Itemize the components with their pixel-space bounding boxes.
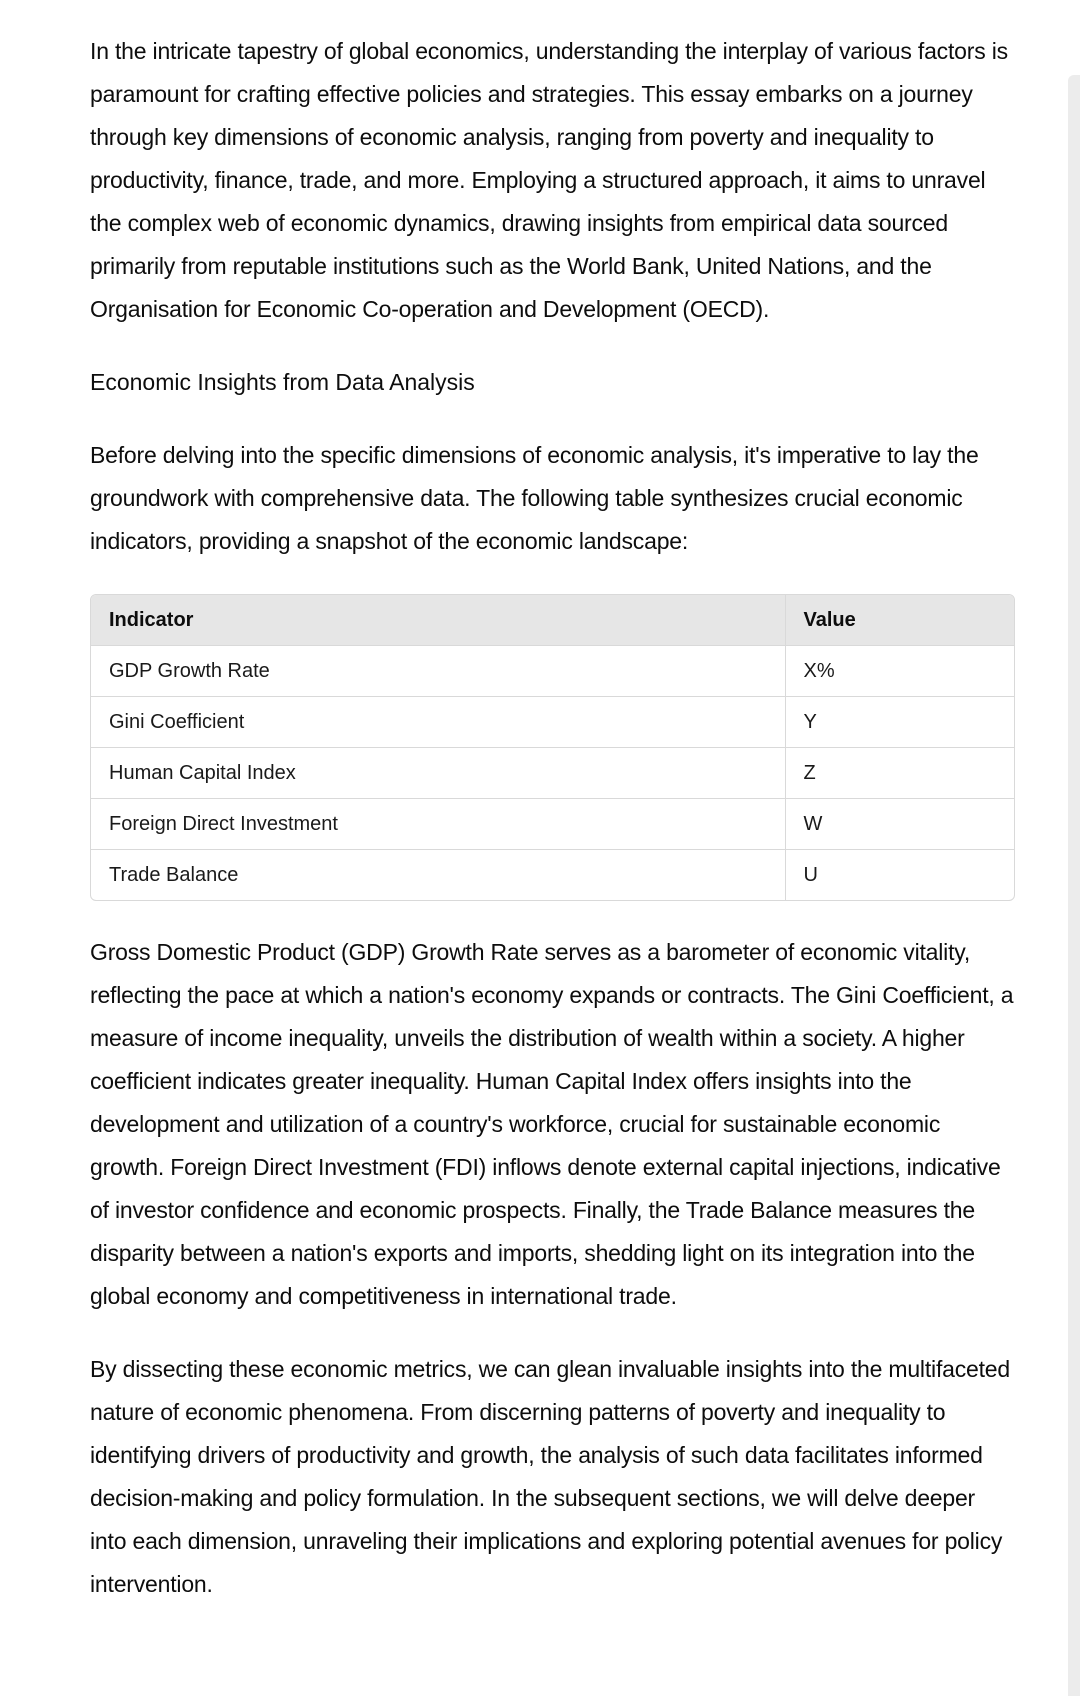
table-row [91,799,1014,850]
table-row [91,850,1014,901]
conclusion-paragraph: By dissecting these economic metrics, we can glean invaluable insights into the multifaceted nature of economic phenomena. From discerning patterns of poverty and inequality to identifying drivers of productivity and growth, the analysis of such data facilitates informed decision-making and policy formulation. In the subsequent sections, we will delve deeper into each dimension, unraveling their implications and exploring potential avenues for policy intervention. [90,1356,1010,1597]
header-indicator: Indicator [91,595,785,646]
table-row [91,697,1014,748]
table-intro-paragraph: Before delving into the specific dimensions of economic analysis, it's imperative to lay the groundwork with comprehensive data. The following table synthesizes crucial economic indicators, providing a snapshot of the economic landscape: [90,442,979,554]
section-heading: Economic Insights from Data Analysis [90,369,475,395]
cell-indicator: Gini Coefficient [91,697,785,748]
cell-value: Y [785,697,1014,748]
indicators-table [90,594,1015,901]
cell-indicator: Human Capital Index [91,748,785,799]
cell-value: Z [785,748,1014,799]
header-value: Value [785,595,1014,646]
table-row [91,646,1014,697]
cell-indicator: Trade Balance [91,850,785,901]
cell-value: X% [785,646,1014,697]
cell-value: U [803,863,818,886]
article-content [90,30,1014,1606]
table-row [91,748,1014,799]
cell-indicator: Foreign Direct Investment [91,799,785,850]
intro-paragraph: In the intricate tapestry of global economics, understanding the interplay of various factors is paramount for crafting effective policies and strategies. This essay embarks on a journey through key dimensions of economic analysis, ranging from poverty and inequality to productivity, finance, trade, and more. Employing a structured approach, it aims to unravel the complex web of economic dynamics, drawing insights from empirical data sourced primarily from reputable institutions such as the World Bank, United Nations, and the Organisation for Economic Co-operation and Development (OECD). [90,38,1008,322]
explanation-paragraph: Gross Domestic Product (GDP) Growth Rate serves as a barometer of economic vitality, reflecting the pace at which a nation's economy expands or contracts. The Gini Coefficient, a measure of income inequality, unveils the distribution of wealth within a society. A higher coefficient indicates greater inequality. Human Capital Index offers insights into the development and utilization of a country's workforce, crucial for sustainable economic growth. Foreign Direct Investment (FDI) inflows denote external capital injections, indicative of investor confidence and economic prospects. Finally, the Trade Balance measures the disparity between a nation's exports and imports, shedding light on its integration into the global economy and competitiveness in international trade. [90,939,1014,1309]
cell-indicator: GDP Growth Rate [91,646,785,697]
cell-value: W [785,799,1014,850]
vertical-scrollbar[interactable] [1068,75,1080,1696]
table-header-row [91,595,1014,646]
